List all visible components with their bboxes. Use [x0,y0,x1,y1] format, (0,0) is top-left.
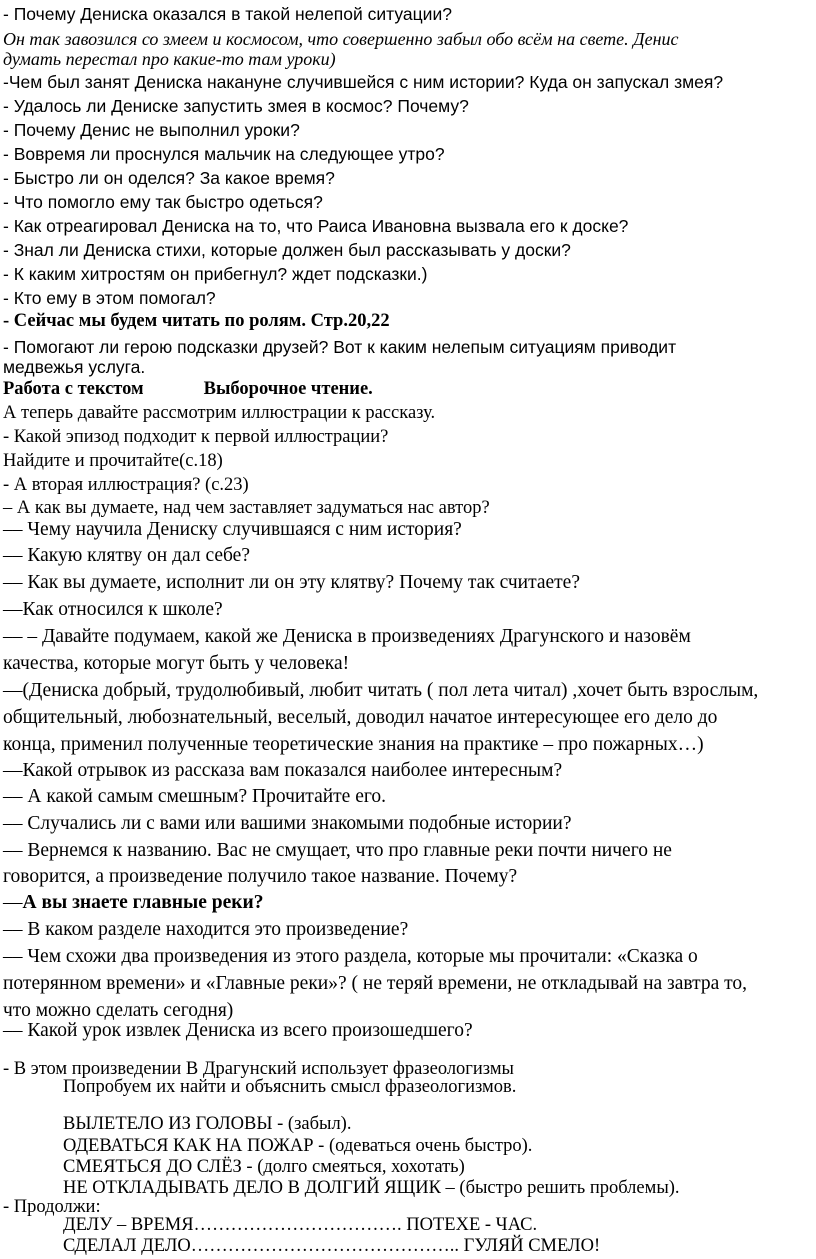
phraseologism-item: НЕ ОТКЛАДЫВАТЬ ДЕЛО В ДОЛГИЙ ЯЩИК – (быстро решить проблемы). [63,1178,680,1198]
phraseologism-item: ОДЕВАТЬСЯ КАК НА ПОЖАР - (одеваться очень быстро). [63,1136,533,1156]
answer-line: думать перестал про какие-то там уроки) [3,49,336,69]
question-line: - Кто ему в этом помогал? [3,288,216,308]
text-line: А теперь давайте рассмотрим иллюстрации к рассказу. [3,403,436,423]
answer-line: Он так завозился со змеем и космосом, что совершенно забыл обо всём на свете. Денис [3,29,679,49]
question-line: - Что помогло ему так быстро одеться? [3,192,323,212]
question-line: —Какой отрывок из рассказа вам показался наиболее интересным? [3,760,563,781]
phraseologism-item: ВЫЛЕТЕЛО ИЗ ГОЛОВЫ - (забыл). [63,1114,352,1134]
question-line [3,892,263,914]
answer-line: конца, применил полученные теоретические знания на практике – про пожарных…) [3,734,704,755]
proverb-item: ДЕЛУ – ВРЕМЯ……………………………. ПОТЕХЕ - ЧАС. [63,1215,538,1235]
text-line: Попробуем их найти и объяснить смысл фразеологизмов. [63,1077,517,1097]
question-line: –– Чем схожи два произведения из этого раздела, которые мы прочитали: «Сказка о [3,946,698,967]
question-line: говорится, а произведение получило такое название. Почему? [3,866,518,887]
question-line: —Как относился к школе? [3,599,223,620]
main-rivers-question: А вы знаете главные реки? [22,892,264,913]
question-line: -Чем был занят Дениска накануне случившейся с ним истории? Куда он запускал змея? [3,72,724,92]
question-line: –– В каком разделе находится это произведение? [3,919,409,940]
question-line: - А вторая иллюстрация? (с.23) [3,475,249,495]
question-line: –– Как вы думаете, исполнит ли он эту клятву? Почему так считаете? [3,572,580,593]
text-line: - Продолжи: [3,1197,101,1217]
question-line: потерянном времени» и «Главные реки»? ( не теряй времени, не откладывай на завтра то, [3,973,748,994]
reading-by-roles-line: - Сейчас мы будем читать по ролям. Стр.20,22 [3,311,390,331]
text-line: Найдите и прочитайте(с.18) [3,451,223,471]
question-line: – А как вы думаете, над чем заставляет задуматься нас автор? [3,498,490,518]
question-line: - Какой эпизод подходит к первой иллюстрации? [3,427,389,447]
question-line: что можно сделать сегодня) [3,1000,234,1021]
phraseologism-item: СМЕЯТЬСЯ ДО СЛЁЗ - (долго смеяться, хохотать) [63,1157,465,1177]
question-line: - Помогают ли герою подсказки друзей? Вот к каким нелепым ситуациям приводит [3,337,677,357]
question-line: - Вовремя ли проснулся мальчик на следующее утро? [3,144,445,164]
question-line: - К каким хитростям он прибегнул? ждет подсказки.) [3,264,428,284]
answer-line: —(Дениска добрый, трудолюбивый, любит читать ( пол лета читал) ,хочет быть взрослым, [3,680,759,701]
question-line: - Быстро ли он оделся? За какое время? [3,168,335,188]
question-line: –– Случались ли с вами или вашими знакомыми подобные истории? [3,813,572,834]
text-line: - В этом произведении В Драгунский использует фразеологизмы [3,1059,514,1079]
question-line: –– Какой урок извлек Дениска из всего произошедшего? [3,1020,473,1041]
question-line: - Удалось ли Дениске запустить змея в космос? Почему? [3,96,469,116]
question-line: качества, которые могут быть у человека! [3,653,350,674]
question-line: - Как отреагировал Дениска на то, что Раиса Ивановна вызвала его к доске? [3,216,629,236]
answer-line: общительный, любознательный, веселый, доводил начатое интересующее его дело до [3,707,718,728]
section-heading [3,379,373,399]
dash-mark: — [3,892,23,913]
question-line: –– Какую клятву он дал себе? [3,545,250,566]
proverb-item: СДЕЛАЛ ДЕЛО…………………………………….. ГУЛЯЙ СМЕЛО! [63,1236,601,1256]
question-line: –– А какой самым смешным? Прочитайте его. [3,786,387,807]
question-line: - Почему Денис не выполнил уроки? [3,120,300,140]
question-line: –– Вернемся к названию. Вас не смущает, что про главные реки почти ничего не [3,840,672,861]
question-line: медвежья услуга. [3,357,146,377]
question-line: - Почему Дениска оказался в такой нелепой ситуации? [3,4,452,24]
section-heading-text-work: Работа с текстом [3,379,144,399]
question-line: –– – Давайте подумаем, какой же Дениска в произведениях Драгунского и назовём [3,626,691,647]
section-heading-selective-reading: Выборочное чтение. [203,379,373,399]
question-line: - Знал ли Дениска стихи, которые должен был рассказывать у доски? [3,240,571,260]
question-line: –– Чему научила Дениску случившаяся с ним история? [3,519,462,540]
